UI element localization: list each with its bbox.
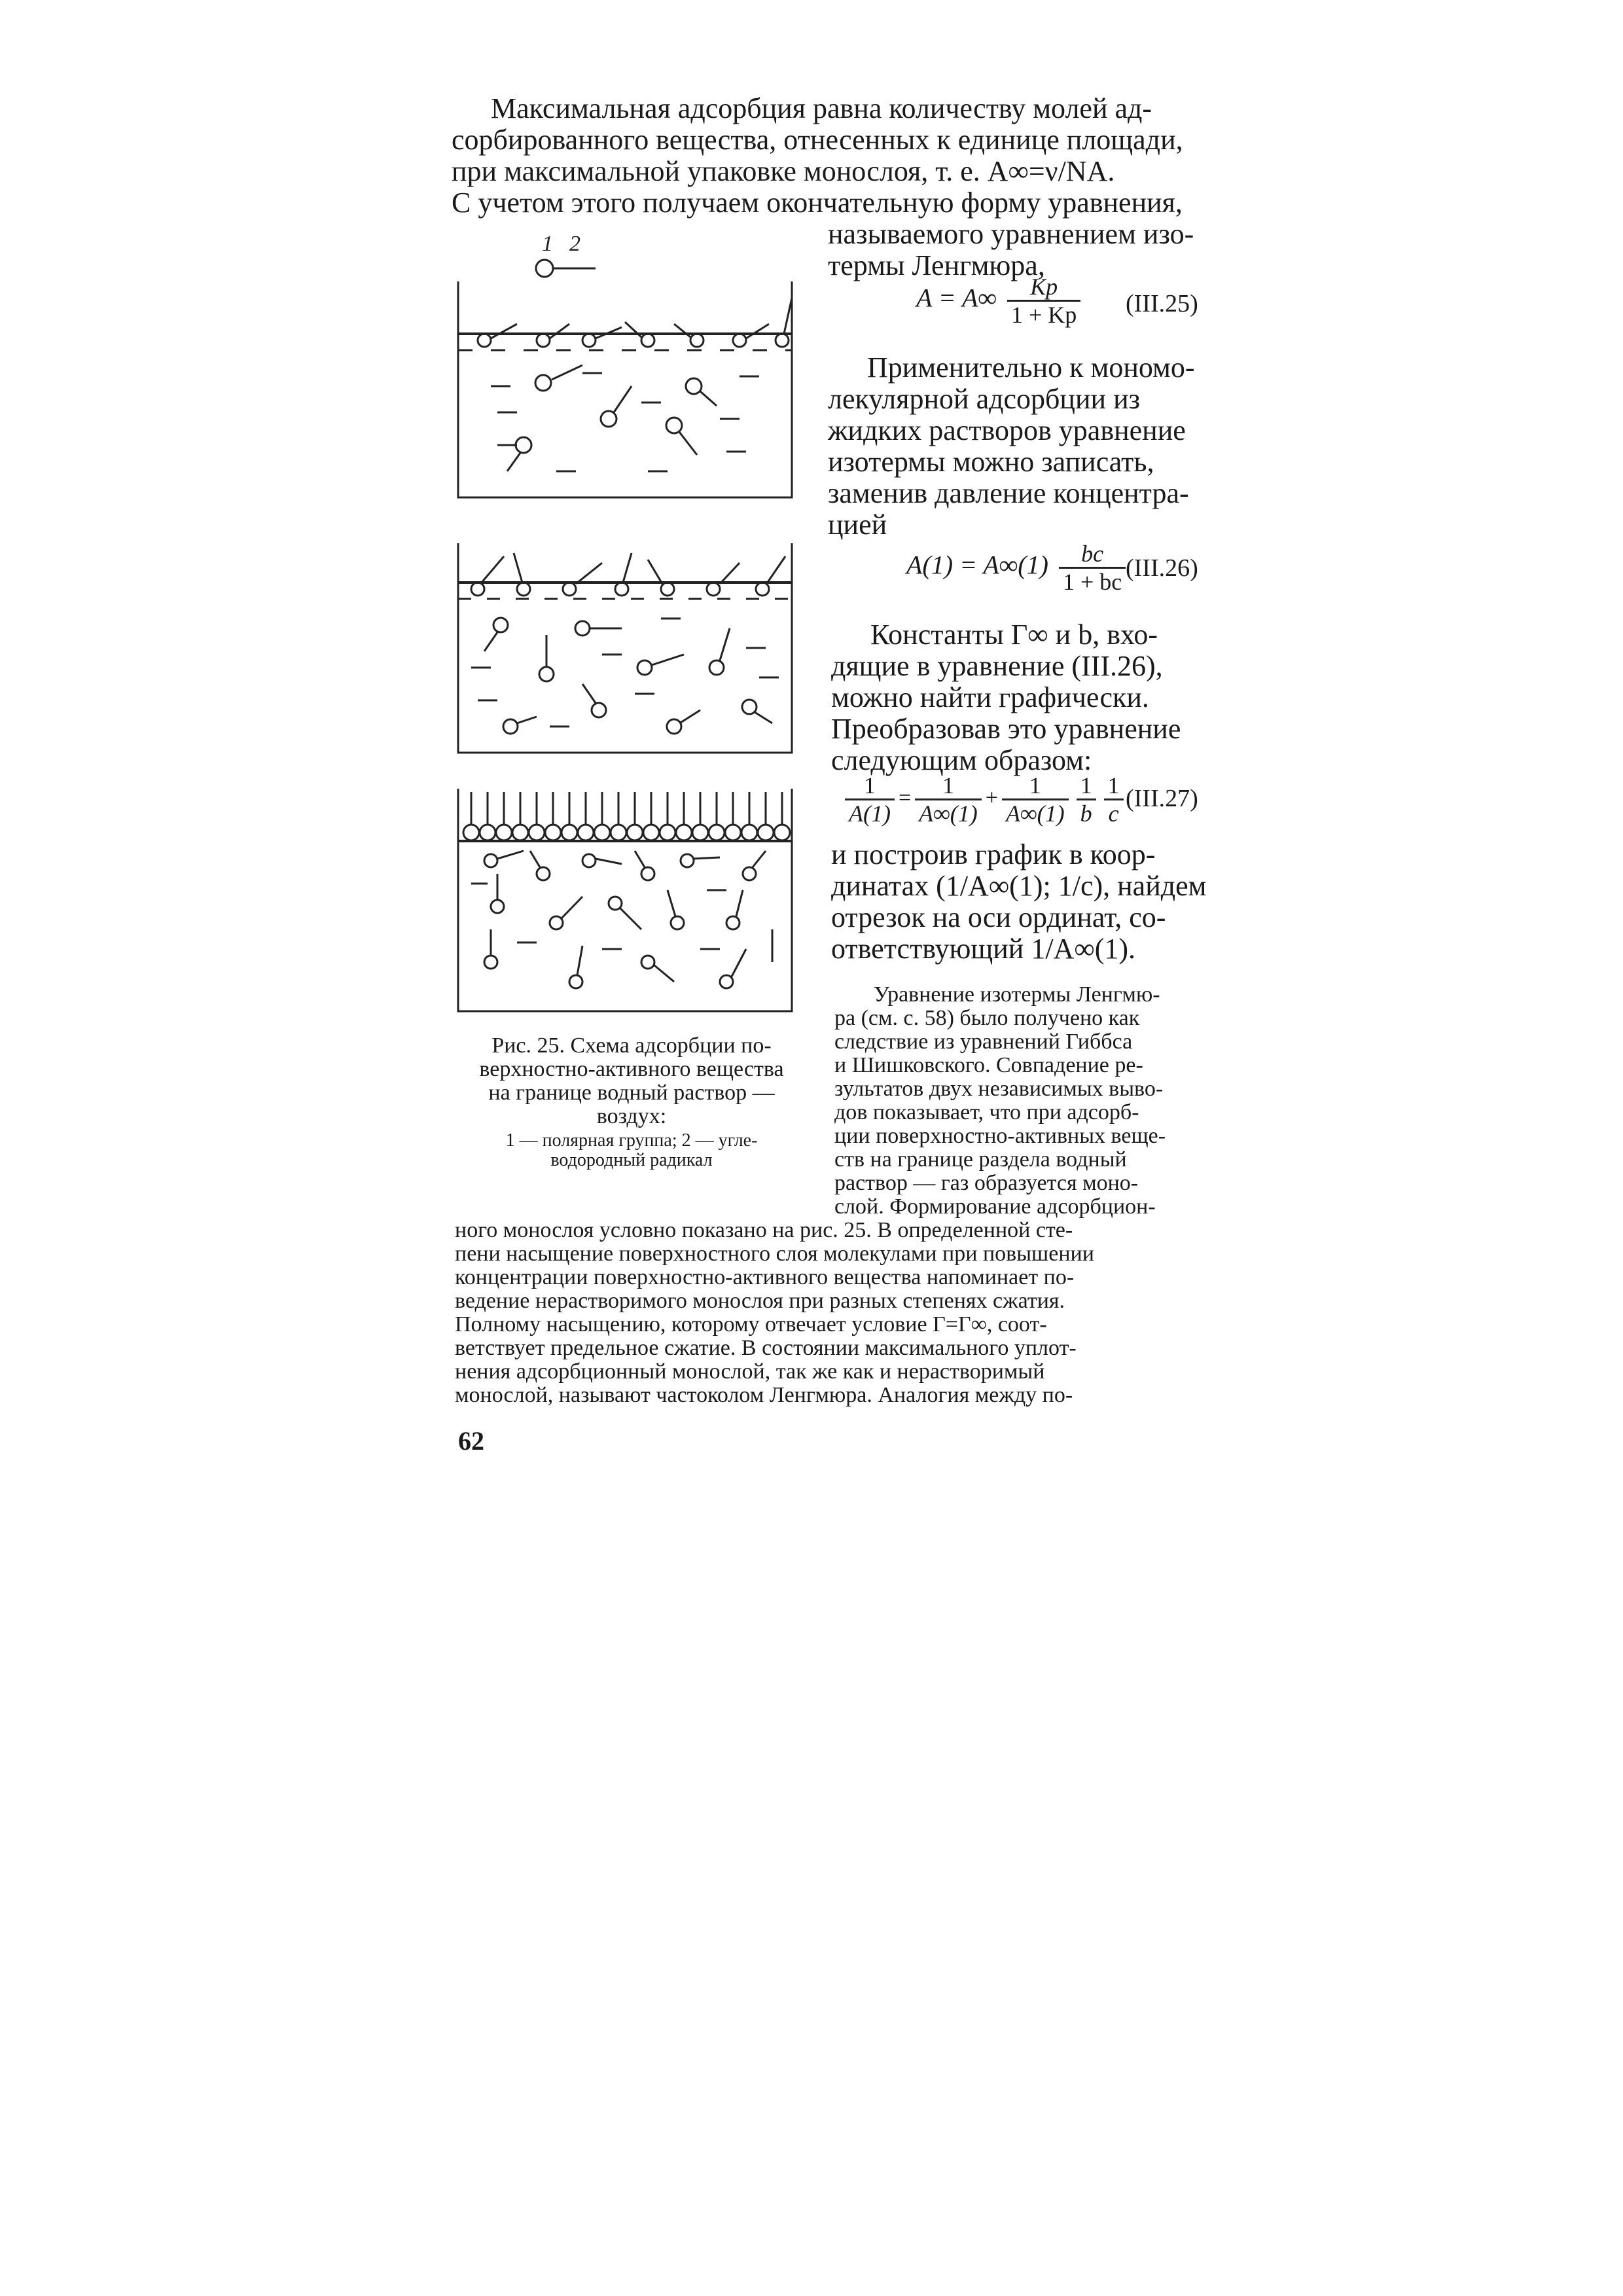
fraction bbox=[845, 772, 895, 827]
text-line: ра (см. с. 58) было получено как bbox=[834, 1006, 1140, 1030]
beaker-low-concentration bbox=[452, 262, 805, 511]
beaker-saturated-palisade bbox=[452, 785, 805, 1021]
denominator: 1 + bc bbox=[1062, 569, 1122, 595]
text-line: раствор — газ образуется моно- bbox=[834, 1171, 1139, 1195]
text-line: сорбированного вещества, отнесенных к единице площади, bbox=[452, 124, 1183, 156]
numerator: bc bbox=[1059, 541, 1126, 569]
page-number: 62 bbox=[458, 1426, 484, 1456]
text-line: С учетом этого получаем окончательную форму уравнения, bbox=[452, 187, 1183, 219]
text-line: ведение нерастворимого монослоя при разных степенях сжатия. bbox=[455, 1289, 1065, 1313]
text-line: следствие из уравнений Гиббса bbox=[834, 1030, 1133, 1054]
right-column-intro bbox=[828, 219, 1221, 281]
text-line: отрезок на оси ординат, со- bbox=[831, 901, 1166, 933]
text-line: и построив график в коор- bbox=[831, 838, 1156, 870]
text-line: Применительно к мономо- bbox=[867, 351, 1195, 384]
numerator: 1 bbox=[1104, 772, 1124, 800]
text-line: следующим образом: bbox=[831, 744, 1092, 776]
figure-legend-note bbox=[452, 1131, 812, 1170]
text-line: Преобразовав это уравнение bbox=[831, 713, 1181, 745]
bottom-paragraph bbox=[455, 1219, 1221, 1407]
text-line: изотермы можно записать, bbox=[828, 446, 1154, 478]
numerator: 1 bbox=[915, 772, 982, 800]
text-line: динатах (1/A∞(1); 1/c), найдем bbox=[831, 870, 1207, 902]
caption-line: Рис. 25. Схема адсорбции по- bbox=[491, 1033, 772, 1058]
right-column-paragraph-4 bbox=[831, 839, 1221, 965]
text-line: ств на границе раздела водный bbox=[834, 1147, 1127, 1172]
top-paragraph bbox=[452, 93, 1217, 219]
fraction bbox=[1002, 772, 1069, 827]
figure-caption bbox=[452, 1034, 812, 1128]
text-line: Максимальная адсорбция равна количеству молей ад- bbox=[491, 92, 1152, 124]
numerator: Kp bbox=[1007, 274, 1080, 302]
text-line: монослой, называют частоколом Ленгмюра. Аналогия между по- bbox=[455, 1383, 1073, 1407]
text-line: ответствующий 1/A∞(1). bbox=[831, 933, 1136, 965]
fraction bbox=[1077, 772, 1096, 827]
text-line: при максимальной упаковке монослоя, т. е. A∞=ν/NA. bbox=[452, 155, 1115, 187]
text-line: ветствует предельное сжатие. В состоянии максимального уплот- bbox=[455, 1336, 1077, 1360]
caption-line: 1 — полярная группа; 2 — угле- bbox=[505, 1130, 758, 1151]
text-line: концентрации поверхностно-активного вещества напоминает по- bbox=[455, 1265, 1075, 1289]
equation-lhs: A = A∞ bbox=[916, 283, 997, 313]
right-column-small-text bbox=[834, 983, 1217, 1219]
equation-number-27: (III.27) bbox=[1126, 785, 1198, 812]
equation-iii-25 bbox=[916, 274, 1084, 328]
numerator: 1 bbox=[1002, 772, 1069, 800]
text-line: слой. Формирование адсорбцион- bbox=[834, 1194, 1156, 1219]
text-line: и Шишковского. Совпадение ре- bbox=[834, 1053, 1143, 1077]
text-line: зультатов двух независимых выво- bbox=[834, 1077, 1164, 1101]
denominator: A∞(1) bbox=[1005, 800, 1065, 827]
denominator: A(1) bbox=[849, 800, 891, 827]
right-column-paragraph-2 bbox=[828, 352, 1221, 541]
text-line: нения адсорбционный монослой, так же как и нерастворимый bbox=[455, 1359, 1045, 1384]
equation-number-25: (III.25) bbox=[1126, 290, 1198, 317]
text-line: цией bbox=[828, 509, 887, 541]
fraction bbox=[915, 772, 982, 827]
fraction bbox=[1007, 274, 1080, 328]
caption-line: на границе водный раствор — bbox=[488, 1081, 775, 1105]
text-line: ного монослоя условно показано на рис. 25. В определенной сте- bbox=[455, 1218, 1073, 1242]
text-line: жидких растворов уравнение bbox=[828, 414, 1186, 446]
legend-label-2: 2 bbox=[569, 232, 580, 256]
right-column-paragraph-3 bbox=[831, 619, 1221, 776]
equation-iii-26 bbox=[906, 541, 1130, 595]
beaker-medium-concentration bbox=[452, 537, 805, 759]
text-line: дов показывает, что при адсорб- bbox=[834, 1100, 1139, 1124]
equation-number-26: (III.26) bbox=[1126, 554, 1198, 582]
text-line: заменив давление концентра- bbox=[828, 477, 1189, 509]
numerator: 1 bbox=[845, 772, 895, 800]
denominator: c bbox=[1108, 800, 1119, 827]
text-line: Полному насыщению, которому отвечает условие Г=Г∞, соот- bbox=[455, 1312, 1047, 1336]
text-line: термы Ленгмюра, bbox=[828, 249, 1045, 281]
equation-iii-27: $\frac{1}{A(1)}$ = $\frac{1}{A\infty(1)}$ + $\frac{1}{A\infty(1)}$ $\frac{1}{b}$ $\frac{1}{c}$ bbox=[841, 772, 1128, 827]
legend-label-1: 1 bbox=[542, 232, 553, 256]
text-line: называемого уравнением изо- bbox=[828, 218, 1194, 250]
text-line: дящие в уравнение (III.26), bbox=[831, 650, 1163, 682]
text-line: можно найти графически. bbox=[831, 681, 1149, 713]
caption-line: воздух: bbox=[596, 1104, 667, 1128]
equation-lhs: A(1) = A∞(1) bbox=[906, 550, 1048, 580]
caption-line: верхностно-активного вещества bbox=[479, 1057, 784, 1081]
text-line: пени насыщение поверхностного слоя молекулами при повышении bbox=[455, 1242, 1094, 1266]
denominator: b bbox=[1080, 800, 1092, 827]
text-line: Константы Г∞ и b, вхо- bbox=[870, 619, 1158, 651]
denominator: 1 + Kp bbox=[1010, 302, 1077, 328]
numerator: 1 bbox=[1077, 772, 1096, 800]
text-line: лекулярной адсорбции из bbox=[828, 383, 1140, 415]
text-line: Уравнение изотермы Ленгмю- bbox=[874, 982, 1160, 1007]
text-line: ции поверхностно-активных веще- bbox=[834, 1124, 1166, 1148]
caption-line: водородный радикал bbox=[550, 1150, 713, 1170]
denominator: A∞(1) bbox=[919, 800, 978, 827]
fraction bbox=[1059, 541, 1126, 595]
fraction bbox=[1104, 772, 1124, 827]
